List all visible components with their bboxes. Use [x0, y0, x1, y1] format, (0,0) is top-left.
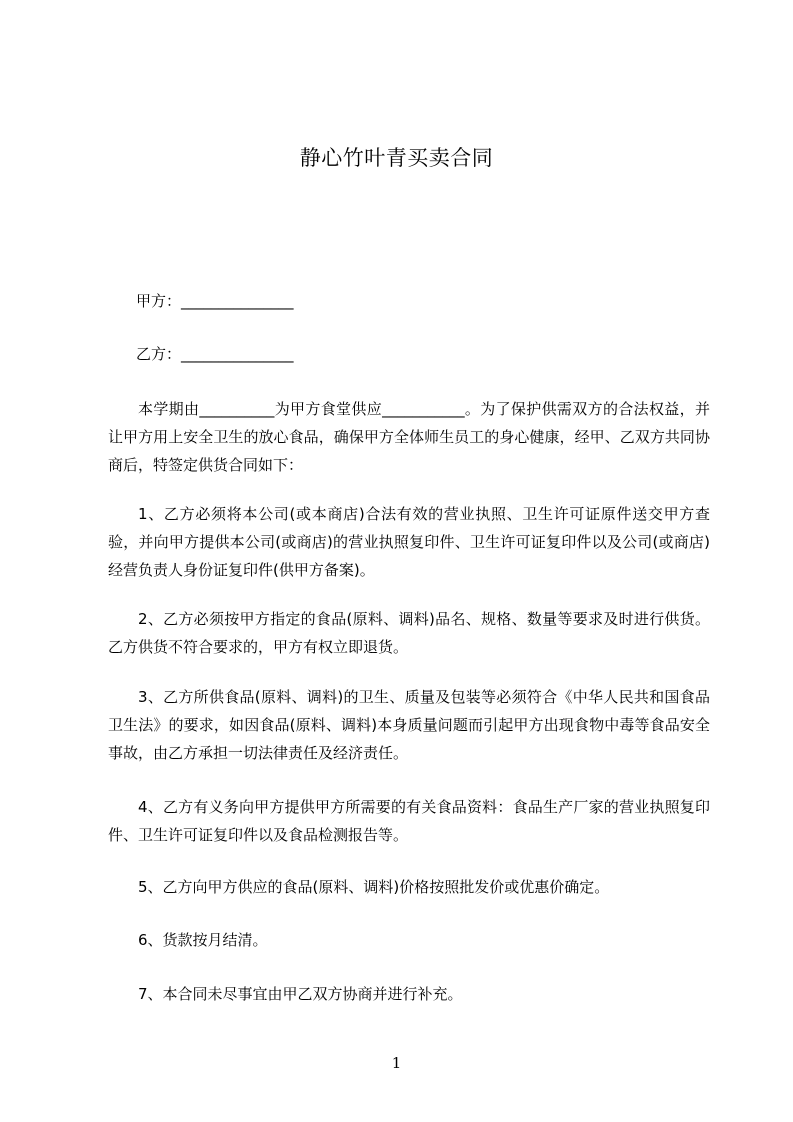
- party-a-line: 甲方：_______________: [136, 292, 294, 310]
- clause-6: 6、货款按月结清。: [138, 931, 268, 949]
- page-number: 1: [391, 1054, 402, 1072]
- clause-1: 1、乙方必须将本公司(或本商店)合法有效的营业执照、卫生许可证原件送交甲方查验，并向甲方提供本公司(或商店)的营业执照复印件、卫生许可证复印件以及公司(或商店)经营负责人身份证复印件(供甲方备案)。: [108, 505, 710, 579]
- clause-7: 7、本合同未尽事宜由甲乙双方协商并进行补充。: [138, 985, 463, 1003]
- clause-5: 5、乙方向甲方供应的食品(原料、调料)价格按照批发价或优惠价确定。: [138, 878, 610, 896]
- party-b-line: 乙方：_______________: [136, 345, 294, 363]
- clause-2: 2、乙方必须按甲方指定的食品(原料、调料)品名、规格、数量等要求及时进行供货。乙方供货不符合要求的，甲方有权立即退货。: [108, 610, 710, 656]
- intro-paragraph: 本学期由__________为甲方食堂供应___________。为了保护供需双方的合法权益，并让甲方用上安全卫生的放心食品，确保甲方全体师生员工的身心健康，经甲、乙双方共同协商后，特签定供货合同如下：: [108, 400, 710, 474]
- clause-4: 4、乙方有义务向甲方提供甲方所需要的有关食品资料：食品生产厂家的营业执照复印件、卫生许可证复印件以及食品检测报告等。: [108, 798, 710, 844]
- clause-3: 3、乙方所供食品(原料、调料)的卫生、质量及包装等必须符合《中华人民共和国食品卫生法》的要求，如因食品(原料、调料)本身质量问题而引起甲方出现食物中毒等食品安全事故，由乙方承担一切法律责任及经济责任。: [108, 688, 710, 762]
- document-title: 静心竹叶青买卖合同: [299, 146, 494, 170]
